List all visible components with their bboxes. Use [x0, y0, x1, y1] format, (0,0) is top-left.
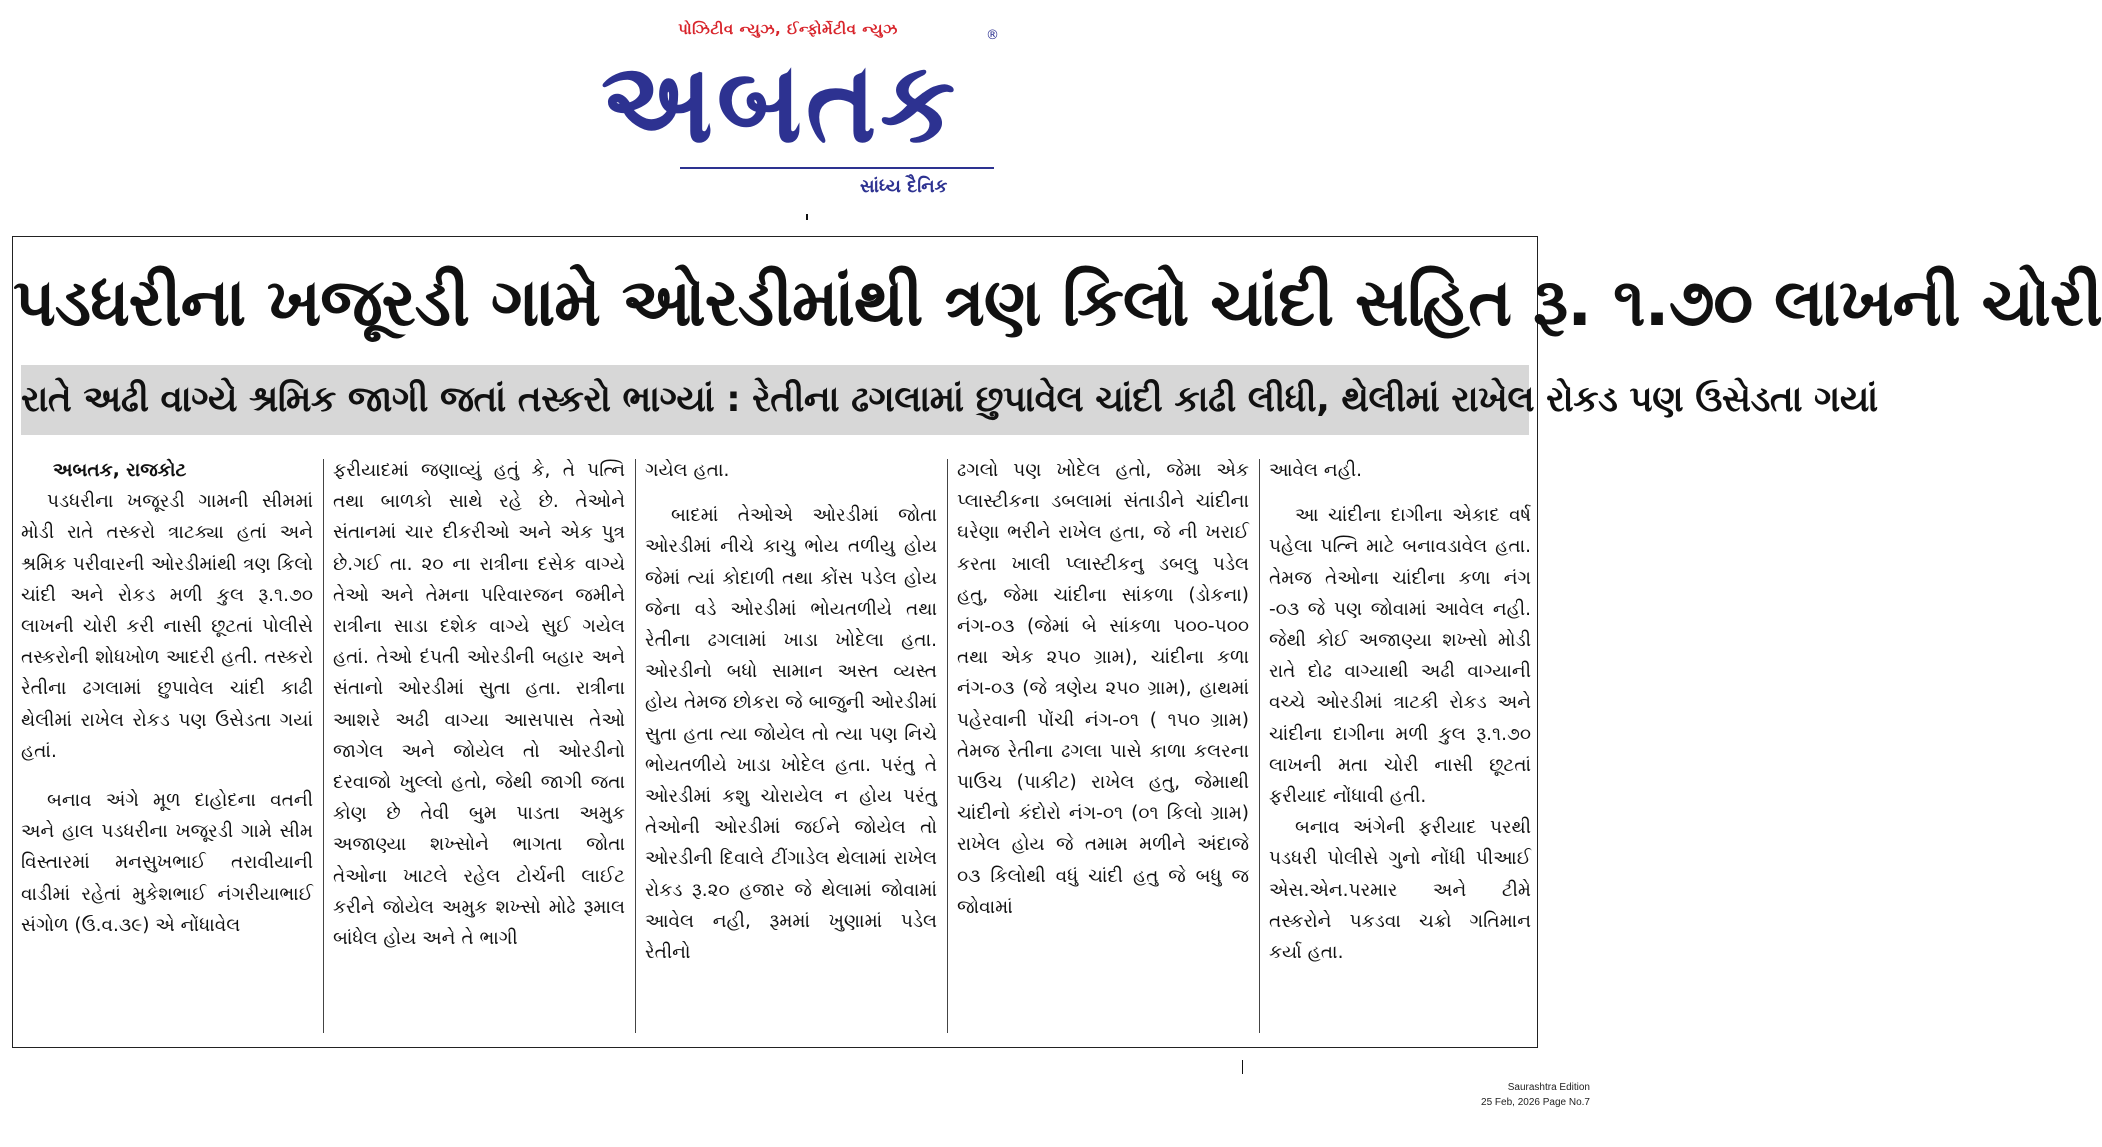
paragraph: આવેલ નહી.: [1269, 460, 1363, 481]
column-divider: [947, 459, 948, 1033]
column-2: [333, 455, 625, 1039]
column-divider: [1259, 459, 1260, 1033]
column-divider: [323, 459, 324, 1033]
crop-mark: [806, 214, 808, 220]
article: [12, 236, 2102, 1048]
subheadline-band: [21, 365, 1878, 435]
paragraph: આ ચાંદીના દાગીના એકાદ વર્ષ પહેલા પત્નિ માટે બનાવડાવેલ હતા. તેમજ તેઓના ચાંદીના કળા નંગ -૦૩ જે પણ જોવામાં આવેલ નહી. જેથી કોઈ અજાણ્યા શખ્સો મોડી રાતે દોઢ વાગ્યાથી અઢી વાગ્યાની વચ્ચે ઓરડીમાં ત્રાટકી રોકડ અને ચાંદીના દાગીના મળી કુલ રૂ.૧.૭૦ લાખની મતા ચોરી નાસી છૂટતાં ફરીયાદ નોંધાવી હતી.: [1269, 505, 1531, 808]
column-divider: [635, 459, 636, 1033]
paragraph: ગયેલ હતા.: [645, 460, 730, 481]
newspaper-logo: અબતક: [600, 37, 960, 168]
paragraph: ઢગલો પણ ખોદેલ હતો, જેમા એક પ્લાસ્ટીકના ડબલામાં સંતાડીને ચાંદીના ઘરેણા ભરીને રાખેલ હતા, જે ની ખરાઈ કરતા ખાલી પ્લાસ્ટીકનુ ડબલુ પડેલ હતુ, જેમા ચાંદીના સાંકળા (ડોકના) નંગ-૦૩ (જેમાં બે સાંકળા ૫૦૦-૫૦૦ તથા એક ૨૫૦ ગ્રામ), ચાંદીના કળા નંગ-૦૩ (જે ત્રણેય ૨૫૦ ગ્રામ), હાથમાં પહેરવાની પોંચી નંગ-૦૧ ( ૧૫૦ ગ્રામ) તેમજ રેતીના ઢગલા પાસે કાળા કલરના પાઉચ (પાકીટ) રાખેલ હતુ, જેમાથી ચાંદીનો કંદોરો નંગ-૦૧ (૦૧ કિલો ગ્રામ) રાખેલ હોય જે તમામ મળીને અંદાજે ૦૩ કિલોથી વધું ચાંદી હતુ જે બધુ જ જોવામાં: [957, 460, 1249, 918]
masthead: [560, 14, 1020, 204]
edition-name: Saurashtra Edition: [1507, 1082, 1590, 1093]
edition-date-page: 25 Feb, 2026 Page No.7: [1481, 1097, 1590, 1108]
paragraph: ફરીયાદમાં જણાવ્યું હતું કે, તે પત્નિ તથા બાળકો સાથે રહે છે. તેઓને સંતાનમાં ચાર દીકરીઓ અને એક પુત્ર છે.ગઈ તા. ૨૦ ના રાત્રીના દસેક વાગ્યે તેઓ અને તેમના પરિવારજન જમીને રાત્રીના સાડા દશેક વાગ્યે સુઈ ગયેલ હતાં. તેઓ દંપતી ઓરડીની બહાર અને સંતાનો ઓરડીમાં સુતા હતા. રાત્રીના આશરે અઢી વાગ્યા આસપાસ તેઓ જાગેલ અને જોયેલ તો ઓરડીનો દરવાજો ખુલ્લો હતો, જેથી જાગી જતા કોણ છે તેવી બુમ પાડતા અમુક અજાણ્યા શખ્સોને ભાગતા જોતા તેઓના ખાટલે રહેલ ટોર્ચની લાઈટ કરીને જોયેલ અમુક શખ્સો મોઢે રૂમાલ બાંધેલ હોય અને તે ભાગી: [333, 460, 625, 950]
column-5: [1269, 455, 1531, 1039]
paragraph: બનાવ અંગે મૂળ દાહોદના વતની અને હાલ પડધરીના ખજૂરડી ગામે સીમ વિસ્તારમાં મનસુખભાઈ તરાવીયાની વાડીમાં રહેતાં મુકેશભાઈ નંગરીયાભાઈ સંગોળ (ઉ.વ.૩૯) એ નોંધાવેલ: [21, 790, 313, 936]
article-headline: પડધરીના ખજૂરડી ગામે ઓરડીમાંથી ત્રણ કિલો ચાંદી સહિત રૂ. ૧.૭૦ લાખની ચોરી: [13, 264, 2102, 341]
dateline: અબતક, રાજકોટ: [53, 460, 187, 481]
column-4: [957, 455, 1249, 1039]
registered-mark-icon: ®: [986, 28, 999, 43]
edition-info: [1481, 1080, 1590, 1110]
masthead-tagline: પોઝિટીવ ન્યુઝ, ઈન્ફોર્મેટીવ ન્યુઝ: [678, 20, 898, 38]
article-body: [21, 455, 1531, 1039]
crop-mark: [1242, 1060, 1243, 1074]
column-3: [645, 455, 937, 1039]
article-subheadline: રાતે અઢી વાગ્યે શ્રમિક જાગી જતાં તસ્કરો ભાગ્યાં : રેતીના ઢગલામાં છુપાવેલ ચાંદી કાઢી લીધી, થેલીમાં રાખેલ રોકડ પણ ઉસેડતા ગયાં: [21, 379, 1878, 420]
masthead-subtitle: સાંધ્ય દૈનિક: [860, 176, 948, 197]
paragraph: પડધરીના ખજૂરડી ગામની સીમમાં મોડી રાતે તસ્કરો ત્રાટક્યા હતાં અને શ્રમિક પરીવારની ઓરડીમાંથી ત્રણ કિલો ચાંદી અને રોકડ મળી કુલ રૂ.૧.૭૦ લાખની ચોરી કરી નાસી છૂટતાં પોલીસે તસ્કરોની શોધખોળ આદરી હતી. તસ્કરો રેતીના ઢગલામાં છુપાવેલ ચાંદી કાઢી થેલીમાં રાખેલ રોકડ પણ ઉસેડતા ગયાં હતાં.: [21, 491, 313, 762]
logo-underline: [680, 167, 994, 169]
paragraph: બનાવ અંગેની ફરીયાદ પરથી પડધરી પોલીસે ગુનો નોંધી પીઆઈ એસ.એન.પરમાર અને ટીમે તસ્કરોને પકડવા ચક્રો ગતિમાન કર્યા હતા.: [1269, 817, 1531, 964]
column-1: [21, 455, 313, 1039]
paragraph: બાદમાં તેઓએ ઓરડીમાં જોતા ઓરડીમાં નીચે કાચુ ભોય તળીયુ હોય જેમાં ત્યાં કોદાળી તથા કોંસ પડેલ હોય જેના વડે ઓરડીમાં ભોયતળીયે તથા રેતીના ઢગલામાં ખાડા ખોદેલા હતા. ઓરડીનો બધો સામાન અસ્ત વ્યસ્ત હોય તેમજ છોકરા જે બાજુની ઓરડીમાં સુતા હતા ત્યા જોયેલ તો ત્યા પણ નિચે ભોયતળીયે ખાડા ખોદેલ હતા. પરંતુ તે ઓરડીમાં કશુ ચોરાયેલ ન હોય પરંતુ તેઓની ઓરડીમાં જઈને જોયેલ તો ઓરડીની દિવાલે ટીંગાડેલ થેલામાં રાખેલ રોકડ રૂ.૨૦ હજાર જે થેલામાં જોવામાં આવેલ નહી, રૂમમાં ખુણામાં પડેલ રેતીનો: [645, 505, 937, 964]
